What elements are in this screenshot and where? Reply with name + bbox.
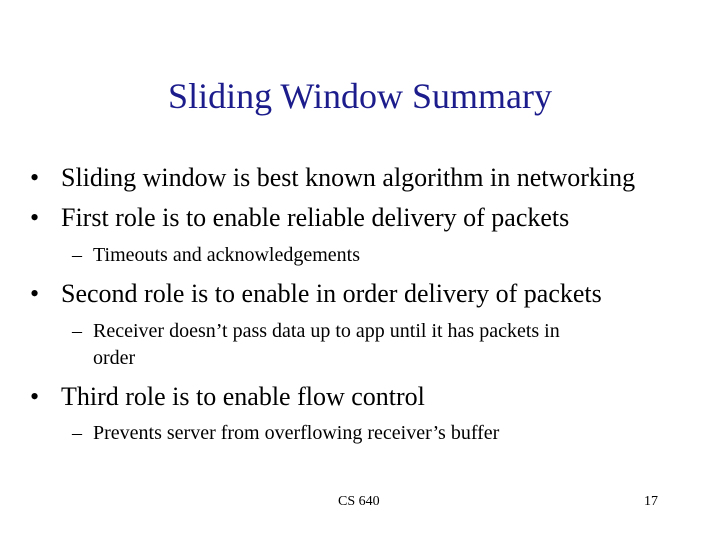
- sub-bullet-continuation: [93, 346, 135, 370]
- bullet-text: Second role is to enable in order delivery of packets: [61, 279, 602, 308]
- sub-bullet-item: [72, 243, 360, 267]
- sub-bullet-text: order: [93, 347, 136, 369]
- bullet-item: [30, 163, 635, 193]
- bullet-marker: •: [30, 163, 40, 192]
- sub-bullet-item: [72, 319, 560, 343]
- slide-title: Sliding Window Summary: [168, 76, 552, 116]
- bullet-text: Third role is to enable flow control: [61, 382, 425, 411]
- bullet-item: [30, 382, 425, 412]
- sub-bullet-marker: –: [72, 244, 82, 266]
- bullet-text: First role is to enable reliable delivery of packets: [61, 203, 570, 232]
- sub-bullet-item: [72, 421, 499, 445]
- bullet-marker: •: [30, 279, 40, 308]
- bullet-text: Sliding window is best known algorithm in networking: [61, 163, 636, 192]
- bullet-item: [30, 279, 602, 309]
- sub-bullet-text: Receiver doesn’t pass data up to app until it has packets in: [93, 320, 560, 342]
- sub-bullet-text: Prevents server from overflowing receiver’s buffer: [93, 422, 500, 444]
- sub-bullet-marker: –: [72, 320, 82, 342]
- bullet-marker: •: [30, 382, 40, 411]
- bullet-marker: •: [30, 203, 40, 232]
- bullet-item: [30, 203, 569, 233]
- sub-bullet-text: Timeouts and acknowledgements: [93, 244, 361, 266]
- page-number: 17: [644, 494, 658, 509]
- sub-bullet-marker: –: [72, 422, 82, 444]
- footer-course: CS 640: [338, 494, 380, 509]
